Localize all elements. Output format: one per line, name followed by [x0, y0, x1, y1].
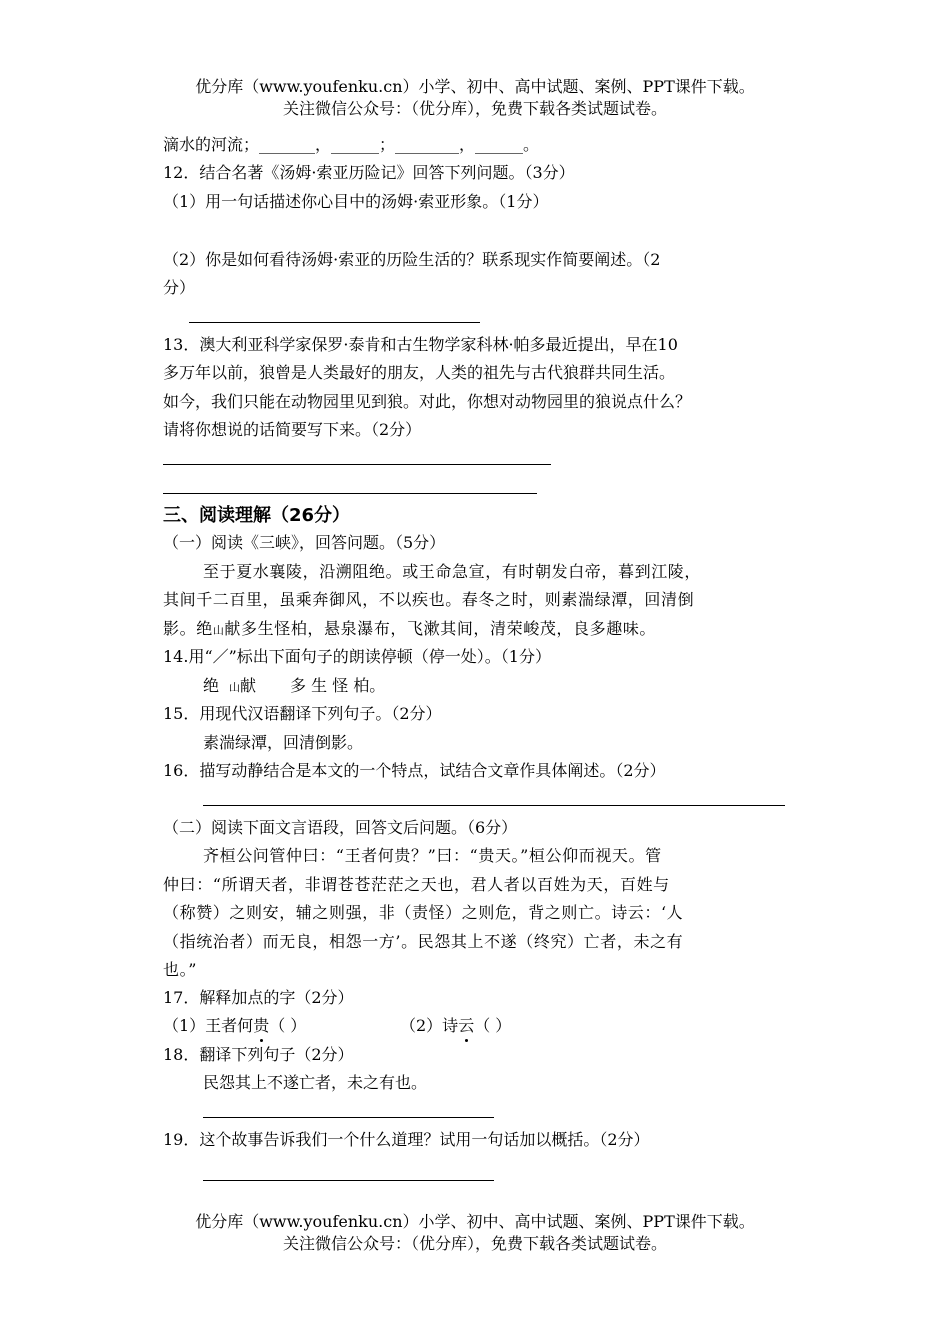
q19-title: 19．这个故事告诉我们一个什么道理？试用一句话加以概括。（2分）	[163, 1130, 650, 1149]
q19-answer-line[interactable]	[203, 1180, 494, 1181]
q12-answer-line[interactable]	[189, 322, 480, 323]
q16-answer-line[interactable]	[203, 805, 785, 806]
q14-title: 14.用“／”标出下面句子的朗读停顿（停一处）。（1分）	[163, 647, 551, 666]
q12-title: 12．结合名著《汤姆·索亚历险记》回答下列问题。（3分）	[163, 163, 575, 182]
passage2-line1: 齐桓公问管仲曰：“王者何贵？”曰：“贵天。”桓公仰而视天。管	[203, 846, 662, 865]
q14-rest: 多 生 怪 柏。	[290, 676, 386, 695]
q17-item-2-dotted-char: 云	[458, 1016, 475, 1035]
q13-line4: 请将你想说的话简要写下来。（2分）	[163, 420, 422, 439]
q14-char-2: 献	[240, 676, 257, 695]
q12-sub1: （1）用一句话描述你心目中的汤姆·索亚形象。（1分）	[163, 192, 549, 211]
q13-answer-line-2[interactable]	[163, 493, 537, 494]
q15-sentence: 素湍绿潭，回清倒影。	[203, 733, 364, 752]
passage1-line1: 至于夏水襄陵，沿溯阻绝。或王命急宣，有时朝发白帝，暮到江陵，	[203, 562, 702, 581]
header-line-2: 关注微信公众号：（优分库），免费下载各类试题试卷。	[282, 99, 667, 118]
footer-line-2: 关注微信公众号：（优分库），免费下载各类试题试卷。	[282, 1234, 667, 1253]
passage1-line3-b: 献多生怪柏，悬泉瀑布，飞漱其间，清荣峻茂，良多趣味。	[224, 619, 657, 638]
q13-line2: 多万年以前，狼曾是人类最好的朋友，人类的祖先与古代狼群共同生活。	[163, 363, 676, 382]
q17-title: 17．解释加点的字（2分）	[163, 988, 354, 1007]
q12-sub2-line1: （2）你是如何看待汤姆·索亚的历险生活的？联系现实作简要阐述。（2	[163, 250, 661, 269]
passage2-line4: （指统治者）而无良，相怨一方’。民怨其上不遂（终究）亡者，未之有	[163, 932, 684, 951]
q13-answer-line-1[interactable]	[163, 464, 551, 465]
q14-sentence	[203, 675, 385, 699]
q18-sentence: 民怨其上不遂亡者，未之有也。	[203, 1073, 428, 1092]
part2-intro: （二）阅读下面文言语段，回答文后问题。（6分）	[163, 818, 518, 837]
passage1-line2: 其间千二百里，虽乘奔御风，不以疾也。春冬之时，则素湍绿潭，回清倒	[163, 590, 695, 609]
q17-item-1	[163, 1015, 306, 1037]
passage2-line3: （称赞）之则安，辅之则强，非（责怪）之则危，背之则亡。诗云：‘人	[163, 903, 684, 922]
passage2-line5: 也。”	[163, 960, 197, 979]
q13-line1: 13．澳大利亚科学家保罗·泰肯和古生物学家科林·帕多最近提出，早在10	[163, 335, 678, 354]
q17-item-1-text: （1）王者何	[163, 1016, 254, 1035]
passage1-line3-a: 影。绝	[163, 619, 213, 638]
q17-item-1-dotted-char: 贵	[253, 1016, 270, 1035]
q17-item-2-text: （2）诗	[400, 1016, 459, 1035]
passage1-line3	[163, 618, 656, 642]
q17-item-1-blank[interactable]: （ ）	[269, 1016, 307, 1035]
q16-title: 16．描写动静结合是本文的一个特点，试结合文章作具体阐述。（2分）	[163, 761, 666, 780]
fill-blank-line: 滴水的河流；_______，______；________，______。	[163, 135, 540, 154]
q15-title: 15．用现代汉语翻译下列句子。（2分）	[163, 704, 442, 723]
q17-item-2	[400, 1015, 511, 1037]
section3-title: 三、阅读理解（26分）	[163, 505, 351, 526]
passage2-line2: 仲曰：“所谓天者，非谓苍苍茫茫之天也，君人者以百姓为天，百姓与	[163, 875, 670, 894]
passage1-line3-small: 山	[212, 624, 225, 637]
footer-line-1: 优分库（www.youfenku.cn）小学、初中、高中试题、案例、PPT课件下载。	[195, 1212, 755, 1231]
q17-item-2-blank[interactable]: （ ）	[474, 1016, 512, 1035]
q12-sub2-line2: 分）	[163, 278, 196, 297]
part1-intro: （一）阅读《三峡》，回答问题。（5分）	[163, 533, 446, 552]
q14-char-1: 绝	[203, 676, 220, 695]
q18-answer-line[interactable]	[203, 1117, 494, 1118]
header-line-1: 优分库（www.youfenku.cn）小学、初中、高中试题、案例、PPT课件下载。	[195, 77, 755, 96]
q14-char-small: 山	[229, 681, 241, 694]
q18-title: 18．翻译下列句子（2分）	[163, 1045, 354, 1064]
q13-line3: 如今，我们只能在动物园里见到狼。对此，你想对动物园里的狼说点什么？	[163, 392, 692, 411]
